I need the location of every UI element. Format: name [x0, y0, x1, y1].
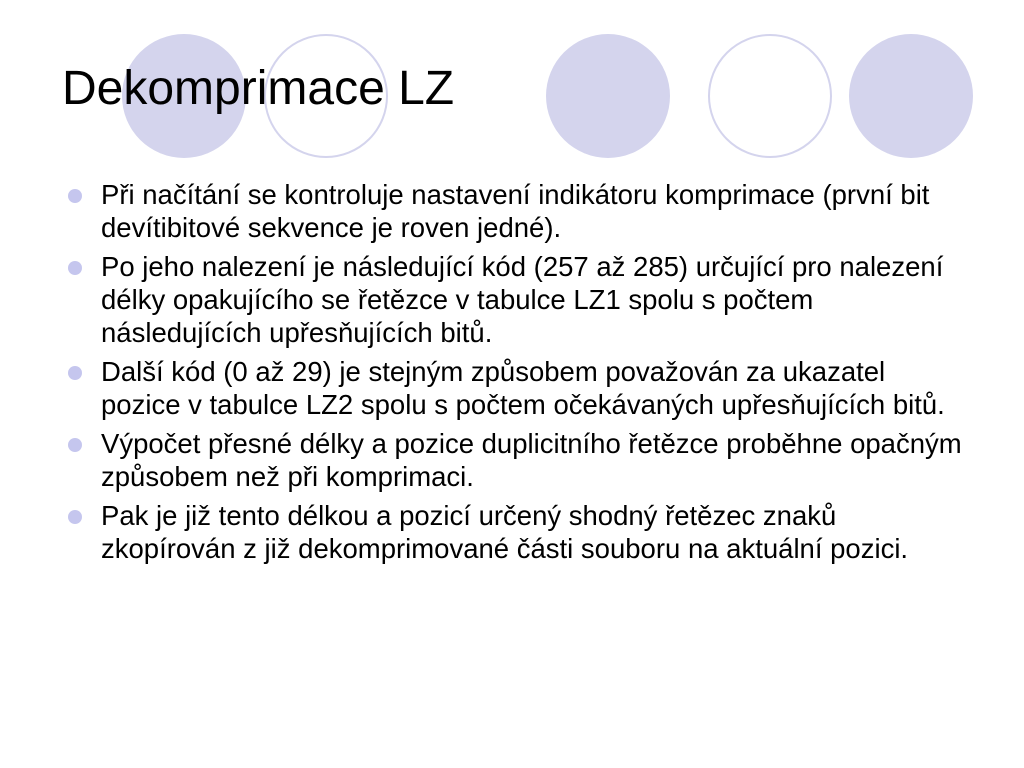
bullet-item: [64, 250, 964, 349]
bullet-list: [64, 178, 964, 571]
bullet-item: [64, 355, 964, 421]
decorative-circle-filled: [546, 34, 670, 158]
bullet-item: [64, 499, 964, 565]
bullet-text: Pak je již tento délkou a pozicí určený shodný řetězec znaků zkopírován z již dekomprimované části souboru na aktuální pozici.: [101, 500, 909, 564]
bullet-dot-icon: [68, 261, 82, 275]
bullet-text: Po jeho nalezení je následující kód (257 až 285) určující pro nalezení délky opakujícího se řetězce v tabulce LZ1 spolu s počtem následujících upřesňujících bitů.: [101, 251, 944, 348]
bullet-dot-icon: [68, 438, 82, 452]
bullet-text: Při načítání se kontroluje nastavení indikátoru komprimace (první bit devítibitové sekvence je roven jedné).: [101, 179, 930, 243]
bullet-dot-icon: [68, 510, 82, 524]
slide-title: Dekomprimace LZ: [62, 62, 455, 115]
bullet-text: Další kód (0 až 29) je stejným způsobem považován za ukazatel pozice v tabulce LZ2 spolu s počtem očekávaných upřesňujících bitů.: [101, 356, 945, 420]
bullet-text: Výpočet přesné délky a pozice duplicitního řetězce proběhne opačným způsobem než při komprimaci.: [101, 428, 962, 492]
bullet-item: [64, 427, 964, 493]
decorative-circle-outline: [708, 34, 832, 158]
bullet-item: [64, 178, 964, 244]
bullet-dot-icon: [68, 366, 82, 380]
decorative-circle-filled: [849, 34, 973, 158]
bullet-dot-icon: [68, 189, 82, 203]
